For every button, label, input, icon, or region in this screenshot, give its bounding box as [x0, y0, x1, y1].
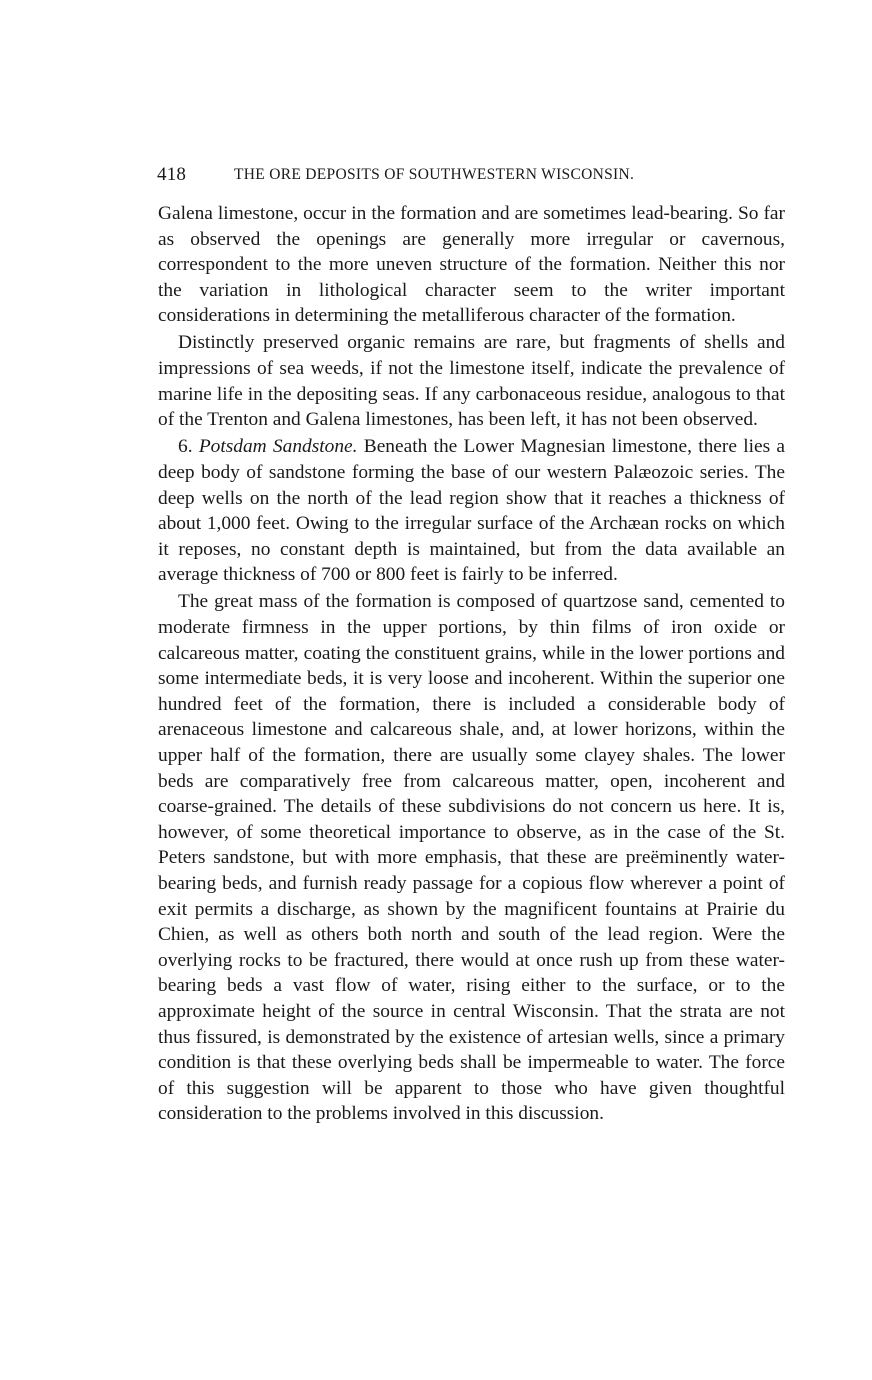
paragraph-text: The great mass of the formation is composed of quartzose sand, cemented to moderate firmness in the upper portions, by thin films of iron oxide or calcareous matter, coating the constituent grains, while in the lower portions and some intermediate beds, it is very loose and incoherent. Within the superior one hundred feet of the formation, there is included a considerable body of arenaceous limestone and calcareous shale, and, at lower horizons, within the upper half of the formation, there are usually some clayey shales. The lower beds are comparatively free from calcareous matter, open, incoherent and coarse-grained. The details of these subdivisions do not concern us here. It is, however, of some theoretical importance to observe, as in the case of the St. Peters sandstone, but with more emphasis, that these are preëminently water-bearing beds, and furnish ready passage for a copious flow wherever a point of exit permits a discharge, as shown by the magnificent fountains at Prairie du Chien, as well as others both north and south of the lead region. Were the overlying rocks to be fractured, there would at once rush up from these water-bearing beds a vast flow of water, rising either to the surface, or to the approximate height of the source in central Wisconsin. That the strata are not thus fissured, is demonstrated by the existence of artesian wells, since a primary condition is that these overlying beds shall be impermeable to water. The force of this suggestion will be apparent to those who have given thoughtful consideration to the problems involved in this discussion.: [158, 591, 785, 1125]
paragraph-text: Galena limestone, occur in the formation and are sometimes lead-bearing. So far as observed the openings are generally more irregular or cavernous, correspondent to the more uneven structure of the formation. Neither this nor the variation in lithological character seem to the writer important considerations in determining the metalliferous character of the formation.: [158, 203, 785, 327]
running-title: THE ORE DEPOSITS OF SOUTHWESTERN WISCONSIN.: [234, 166, 635, 183]
running-head: [157, 160, 787, 190]
paragraph-formation-composition: [158, 589, 785, 1126]
page-number: 418: [157, 164, 187, 185]
paragraph-text: Distinctly preserved organic remains are rare, but fragments of shells and impressions of sea weeds, if not the limestone itself, indicate the prevalence of marine life in the depositing seas. If any carbonaceous residue, analogous to that of the Trenton and Galena limestones, has been left, it has not been observed.: [158, 332, 785, 431]
section-title: Potsdam Sandstone.: [198, 436, 358, 458]
body-text: [158, 201, 785, 1127]
paragraph-potsdam-sandstone: [158, 434, 785, 588]
paragraph-galena-continuation: [158, 201, 785, 329]
paragraph-organic-remains: [158, 330, 785, 432]
section-number: 6.: [178, 436, 193, 458]
paragraph-text: Beneath the Lower Magnesian limestone, there lies a deep body of sandstone forming the base of our western Palæozoic series. The deep wells on the north of the lead region show that it reaches a thickness of about 1,000 feet. Owing to the irregular surface of the Archæan rocks on which it reposes, no constant depth is maintained, but from the data available an average thickness of 700 or 800 feet is fairly to be inferred.: [158, 436, 785, 586]
